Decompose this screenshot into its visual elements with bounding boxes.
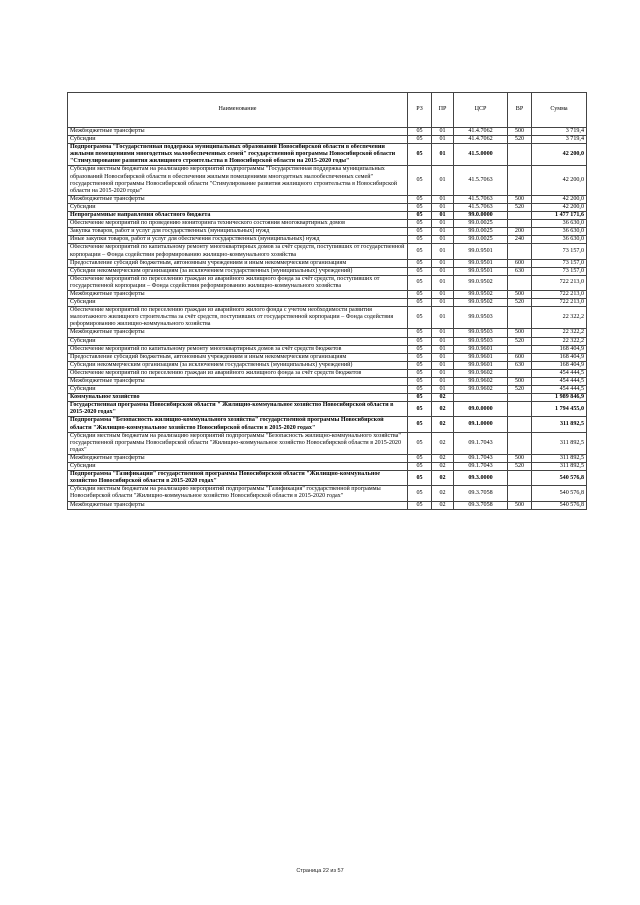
cell-sum: 311 892,5 — [532, 417, 587, 432]
cell-name: Государственная программа Новосибирской области " Жилищно-коммунальное хозяйство Новосибирской области в 2015-2020 годах" — [68, 402, 408, 417]
cell-rz: 05 — [408, 307, 432, 329]
table-row — [68, 486, 587, 501]
cell-sum: 3 719,4 — [532, 128, 587, 136]
cell-vr: 630 — [508, 361, 532, 369]
cell-vr: 600 — [508, 353, 532, 361]
cell-pr: 01 — [432, 361, 454, 369]
cell-rz: 05 — [408, 128, 432, 136]
cell-name: Субсидии — [68, 386, 408, 394]
page-footer: Страница 22 из 57 — [296, 868, 344, 874]
cell-rz: 05 — [408, 267, 432, 275]
table-row — [68, 386, 587, 394]
cell-pr: 01 — [432, 128, 454, 136]
cell-rz: 05 — [408, 236, 432, 244]
cell-vr — [508, 417, 532, 432]
cell-sum: 540 576,8 — [532, 486, 587, 501]
cell-sum: 168 404,9 — [532, 353, 587, 361]
cell-pr: 01 — [432, 212, 454, 220]
cell-pr: 02 — [432, 402, 454, 417]
cell-pr: 02 — [432, 471, 454, 486]
cell-csr: 99.0.9601 — [454, 361, 508, 369]
cell-pr: 01 — [432, 275, 454, 290]
cell-name: Обеспечение мероприятий по проведению мониторинга технического состояния многоквартирных домов — [68, 220, 408, 228]
cell-vr — [508, 275, 532, 290]
cell-csr: 99.0.9502 — [454, 299, 508, 307]
cell-sum: 42 200,0 — [532, 203, 587, 211]
cell-csr: 99.0.9502 — [454, 275, 508, 290]
cell-sum: 73 157,0 — [532, 244, 587, 259]
table-row — [68, 275, 587, 290]
table-row — [68, 195, 587, 203]
cell-sum: 22 322,2 — [532, 329, 587, 337]
cell-rz: 05 — [408, 203, 432, 211]
cell-vr: 200 — [508, 228, 532, 236]
cell-pr: 01 — [432, 345, 454, 353]
cell-vr: 520 — [508, 203, 532, 211]
cell-pr: 01 — [432, 259, 454, 267]
cell-name: Подпрограмма "Газификация" государственной программы Новосибирской области "Жилищно-коммунальное хозяйство Новосибирской области в 2015-2020 годах" — [68, 471, 408, 486]
cell-csr: 09.1.7043 — [454, 432, 508, 454]
cell-rz: 05 — [408, 361, 432, 369]
cell-vr: 500 — [508, 329, 532, 337]
table-row — [68, 329, 587, 337]
cell-pr: 01 — [432, 290, 454, 298]
cell-vr: 240 — [508, 236, 532, 244]
cell-pr: 02 — [432, 432, 454, 454]
cell-rz: 05 — [408, 345, 432, 353]
cell-rz: 05 — [408, 136, 432, 144]
cell-rz: 05 — [408, 220, 432, 228]
header-pr: ПР — [432, 93, 454, 128]
cell-name: Обеспечение мероприятий по переселению граждан из аварийного жилищного фонда за счёт средств бюджетов — [68, 369, 408, 377]
cell-csr: 09.3.7058 — [454, 486, 508, 501]
cell-vr: 520 — [508, 299, 532, 307]
cell-rz: 05 — [408, 378, 432, 386]
cell-csr: 99.0.0025 — [454, 220, 508, 228]
cell-csr: 99.0.9602 — [454, 386, 508, 394]
cell-vr: 500 — [508, 128, 532, 136]
cell-pr: 02 — [432, 486, 454, 501]
cell-name: Коммунальное хозяйство — [68, 394, 408, 402]
cell-csr: 99.0.9503 — [454, 307, 508, 329]
cell-rz: 05 — [408, 501, 432, 509]
cell-name: Субсидии — [68, 337, 408, 345]
cell-csr: 99.0.9503 — [454, 329, 508, 337]
cell-name: Обеспечение мероприятий по переселению граждан из аварийного жилого фонда с учетом необходимости развития малоэтажного жилищного строительства за счёт средств, поступивших от государственной корпорации – Фонда содействия реформированию жилищно-коммунального хозяйства — [68, 307, 408, 329]
cell-rz: 05 — [408, 402, 432, 417]
cell-sum: 168 404,9 — [532, 345, 587, 353]
cell-csr: 41.4.7062 — [454, 128, 508, 136]
cell-pr: 01 — [432, 337, 454, 345]
cell-name: Предоставление субсидий бюджетным, автономным учреждениям и иным некоммерческим организациям — [68, 259, 408, 267]
cell-pr: 01 — [432, 166, 454, 195]
cell-sum: 1 477 171,6 — [532, 212, 587, 220]
cell-vr: 520 — [508, 386, 532, 394]
budget-table — [67, 92, 587, 510]
cell-vr — [508, 486, 532, 501]
header-sum: Сумма — [532, 93, 587, 128]
cell-rz: 05 — [408, 386, 432, 394]
table-row — [68, 228, 587, 236]
table-row — [68, 353, 587, 361]
cell-sum: 722 213,0 — [532, 275, 587, 290]
cell-vr — [508, 244, 532, 259]
cell-csr: 41.5.7063 — [454, 203, 508, 211]
cell-rz: 05 — [408, 471, 432, 486]
cell-vr — [508, 307, 532, 329]
cell-csr: 99.0.0000 — [454, 212, 508, 220]
cell-csr: 99.0.9501 — [454, 267, 508, 275]
table-row — [68, 307, 587, 329]
cell-pr: 02 — [432, 454, 454, 462]
cell-rz: 05 — [408, 290, 432, 298]
cell-sum: 22 322,2 — [532, 337, 587, 345]
cell-vr — [508, 212, 532, 220]
cell-name: Субсидии местным бюджетам на реализацию мероприятий подпрограммы "Государственная поддержка муниципальных образований Новосибирской области в обеспечении жилыми помещениями многодетных малообеспеченных семей" государственной программы Новосибирской области "Стимулирование развития жилищного строительства в Новосибирской области на 2015-2020 годы" — [68, 166, 408, 195]
cell-rz: 05 — [408, 212, 432, 220]
cell-sum: 540 576,8 — [532, 501, 587, 509]
cell-name: Субсидии — [68, 299, 408, 307]
table-row — [68, 337, 587, 345]
cell-rz: 05 — [408, 353, 432, 361]
cell-name: Межбюджетные трансферты — [68, 378, 408, 386]
cell-pr: 01 — [432, 236, 454, 244]
cell-sum: 73 157,0 — [532, 267, 587, 275]
cell-csr: 99.0.0025 — [454, 236, 508, 244]
cell-sum: 73 157,0 — [532, 259, 587, 267]
table-row — [68, 471, 587, 486]
cell-sum: 311 892,5 — [532, 463, 587, 471]
cell-csr: 09.1.0000 — [454, 417, 508, 432]
table-row — [68, 166, 587, 195]
cell-pr: 01 — [432, 329, 454, 337]
header-csr: ЦСР — [454, 93, 508, 128]
cell-csr: 99.0.9601 — [454, 353, 508, 361]
cell-name: Закупка товаров, работ и услуг для государственных (муниципальных) нужд — [68, 228, 408, 236]
table-row — [68, 259, 587, 267]
cell-name: Обеспечение мероприятий по капитальному ремонту многоквартирных домов за счёт средств бюджетов — [68, 345, 408, 353]
cell-csr: 99.0.9501 — [454, 244, 508, 259]
cell-sum: 36 630,0 — [532, 228, 587, 236]
table-row — [68, 361, 587, 369]
cell-rz: 05 — [408, 275, 432, 290]
cell-rz: 05 — [408, 299, 432, 307]
cell-csr — [454, 394, 508, 402]
cell-pr: 01 — [432, 307, 454, 329]
cell-pr: 02 — [432, 501, 454, 509]
cell-name: Обеспечение мероприятий по капитальному ремонту многоквартирных домов за счёт средств, поступивших от государственной корпорации – Фонда содействия реформированию жилищно-коммунального хозяйства — [68, 244, 408, 259]
table-row — [68, 144, 587, 166]
cell-rz: 05 — [408, 228, 432, 236]
cell-vr — [508, 402, 532, 417]
cell-vr: 520 — [508, 337, 532, 345]
cell-csr: 41.5.0000 — [454, 144, 508, 166]
cell-csr: 09.0.0000 — [454, 402, 508, 417]
cell-name: Подпрограмма "Безопасность жилищно-коммунального хозяйства" государственной программы Новосибирской области "Жилищно-коммунальное хозяйство Новосибирской области в 2015-2020 годах" — [68, 417, 408, 432]
cell-csr: 99.0.9503 — [454, 337, 508, 345]
cell-vr: 520 — [508, 136, 532, 144]
cell-sum: 540 576,8 — [532, 471, 587, 486]
cell-csr: 99.0.9502 — [454, 290, 508, 298]
cell-sum: 36 630,0 — [532, 236, 587, 244]
cell-vr: 500 — [508, 501, 532, 509]
cell-rz: 05 — [408, 166, 432, 195]
cell-rz: 05 — [408, 394, 432, 402]
cell-vr: 500 — [508, 290, 532, 298]
cell-name: Субсидии — [68, 136, 408, 144]
cell-rz: 05 — [408, 369, 432, 377]
cell-name: Межбюджетные трансферты — [68, 290, 408, 298]
cell-vr — [508, 220, 532, 228]
cell-rz: 05 — [408, 244, 432, 259]
table-row — [68, 378, 587, 386]
cell-vr — [508, 432, 532, 454]
cell-vr — [508, 369, 532, 377]
cell-csr: 41.4.7062 — [454, 136, 508, 144]
cell-name: Межбюджетные трансферты — [68, 501, 408, 509]
cell-sum: 311 892,5 — [532, 454, 587, 462]
header-vr: ВР — [508, 93, 532, 128]
cell-pr: 02 — [432, 463, 454, 471]
cell-sum: 1 794 455,0 — [532, 402, 587, 417]
cell-csr: 99.0.9602 — [454, 378, 508, 386]
cell-rz: 05 — [408, 195, 432, 203]
table-row — [68, 203, 587, 211]
header-name: Наименование — [68, 93, 408, 128]
cell-rz: 05 — [408, 329, 432, 337]
cell-vr: 520 — [508, 463, 532, 471]
cell-sum: 42 200,0 — [532, 144, 587, 166]
cell-vr: 600 — [508, 259, 532, 267]
cell-sum: 1 989 846,9 — [532, 394, 587, 402]
cell-name: Субсидии — [68, 463, 408, 471]
table-row — [68, 402, 587, 417]
cell-pr: 01 — [432, 386, 454, 394]
cell-pr: 01 — [432, 299, 454, 307]
cell-csr: 99.0.9601 — [454, 345, 508, 353]
table-row — [68, 128, 587, 136]
cell-sum: 454 444,5 — [532, 386, 587, 394]
cell-csr: 09.1.7043 — [454, 454, 508, 462]
table-row — [68, 463, 587, 471]
table-row — [68, 236, 587, 244]
cell-name: Субсидии некоммерческим организациям (за исключением государственных (муниципальных) учреждений) — [68, 267, 408, 275]
cell-pr: 01 — [432, 220, 454, 228]
cell-name: Обеспечение мероприятий по переселению граждан из аварийного жилищного фонда за счёт средств, поступивших от государственной корпорации – Фонда содействия реформированию жилищно-коммунального хозяйства — [68, 275, 408, 290]
cell-sum: 36 630,0 — [532, 220, 587, 228]
cell-rz: 05 — [408, 432, 432, 454]
cell-vr: 630 — [508, 267, 532, 275]
cell-vr: 500 — [508, 195, 532, 203]
table-row — [68, 432, 587, 454]
cell-pr: 01 — [432, 195, 454, 203]
table-row — [68, 394, 587, 402]
cell-sum: 454 444,5 — [532, 378, 587, 386]
cell-csr: 09.3.7058 — [454, 501, 508, 509]
cell-vr — [508, 345, 532, 353]
table-row — [68, 501, 587, 509]
cell-sum: 42 200,0 — [532, 166, 587, 195]
cell-pr: 01 — [432, 244, 454, 259]
cell-csr: 41.5.7063 — [454, 166, 508, 195]
cell-rz: 05 — [408, 463, 432, 471]
table-row — [68, 299, 587, 307]
cell-sum: 168 404,9 — [532, 361, 587, 369]
table-header-row — [68, 93, 587, 128]
cell-csr: 09.3.0000 — [454, 471, 508, 486]
table-row — [68, 454, 587, 462]
cell-sum: 3 719,4 — [532, 136, 587, 144]
cell-vr — [508, 394, 532, 402]
cell-pr: 01 — [432, 144, 454, 166]
cell-sum: 722 213,0 — [532, 299, 587, 307]
cell-csr: 99.0.9602 — [454, 369, 508, 377]
cell-rz: 05 — [408, 259, 432, 267]
cell-rz: 05 — [408, 486, 432, 501]
cell-vr — [508, 166, 532, 195]
cell-name: Подпрограмма "Государственная поддержка муниципальных образований Новосибирской области в обеспечении жилыми помещениями многодетных малообеспеченных семей" государственной программы Новосибирской области "Стимулирование развития жилищного строительства в Новосибирской области на 2015-2020 годы" — [68, 144, 408, 166]
cell-name: Субсидии некоммерческим организациям (за исключением государственных (муниципальных) учреждений) — [68, 361, 408, 369]
table-body — [68, 128, 587, 510]
cell-vr — [508, 471, 532, 486]
table-row — [68, 369, 587, 377]
cell-sum: 42 200,0 — [532, 195, 587, 203]
table-row — [68, 345, 587, 353]
cell-vr: 500 — [508, 454, 532, 462]
cell-vr — [508, 144, 532, 166]
cell-pr: 02 — [432, 394, 454, 402]
cell-pr: 02 — [432, 417, 454, 432]
cell-name: Межбюджетные трансферты — [68, 454, 408, 462]
cell-name: Межбюджетные трансферты — [68, 329, 408, 337]
table-row — [68, 290, 587, 298]
cell-name: Субсидии местным бюджетам на реализацию мероприятий подпрограммы "Газификация" государственной программы Новосибирской области "Жилищно-коммунальное хозяйство Новосибирской области в 2015-2020 годах" — [68, 486, 408, 501]
cell-sum: 311 892,5 — [532, 432, 587, 454]
cell-pr: 01 — [432, 136, 454, 144]
cell-pr: 01 — [432, 369, 454, 377]
header-rz: РЗ — [408, 93, 432, 128]
cell-pr: 01 — [432, 267, 454, 275]
table-row — [68, 136, 587, 144]
cell-rz: 05 — [408, 417, 432, 432]
cell-sum: 454 444,5 — [532, 369, 587, 377]
cell-sum: 22 322,2 — [532, 307, 587, 329]
cell-name: Межбюджетные трансферты — [68, 195, 408, 203]
cell-rz: 05 — [408, 337, 432, 345]
cell-csr: 99.0.9501 — [454, 259, 508, 267]
cell-sum: 722 213,0 — [532, 290, 587, 298]
cell-name: Непрограммные направления областного бюджета — [68, 212, 408, 220]
cell-rz: 05 — [408, 144, 432, 166]
cell-pr: 01 — [432, 228, 454, 236]
cell-vr: 500 — [508, 378, 532, 386]
table-row — [68, 220, 587, 228]
cell-name: Субсидии местным бюджетам на реализацию мероприятий подпрограммы "Безопасность жилищно-коммунального хозяйства" государственной программы Новосибирской области "Жилищно-коммунальное хозяйство Новосибирской области в 2015-2020 годах" — [68, 432, 408, 454]
table-row — [68, 244, 587, 259]
cell-name: Межбюджетные трансферты — [68, 128, 408, 136]
cell-csr: 41.5.7063 — [454, 195, 508, 203]
cell-name: Иные закупки товаров, работ и услуг для обеспечения государственных (муниципальных) нужд — [68, 236, 408, 244]
cell-pr: 01 — [432, 353, 454, 361]
cell-csr: 09.1.7043 — [454, 463, 508, 471]
table-row — [68, 417, 587, 432]
table-row — [68, 212, 587, 220]
table-row — [68, 267, 587, 275]
cell-pr: 01 — [432, 378, 454, 386]
cell-name: Субсидии — [68, 203, 408, 211]
cell-rz: 05 — [408, 454, 432, 462]
cell-name: Предоставление субсидий бюджетным, автономным учреждениям и иным некоммерческим организациям — [68, 353, 408, 361]
cell-csr: 99.0.0025 — [454, 228, 508, 236]
cell-pr: 01 — [432, 203, 454, 211]
